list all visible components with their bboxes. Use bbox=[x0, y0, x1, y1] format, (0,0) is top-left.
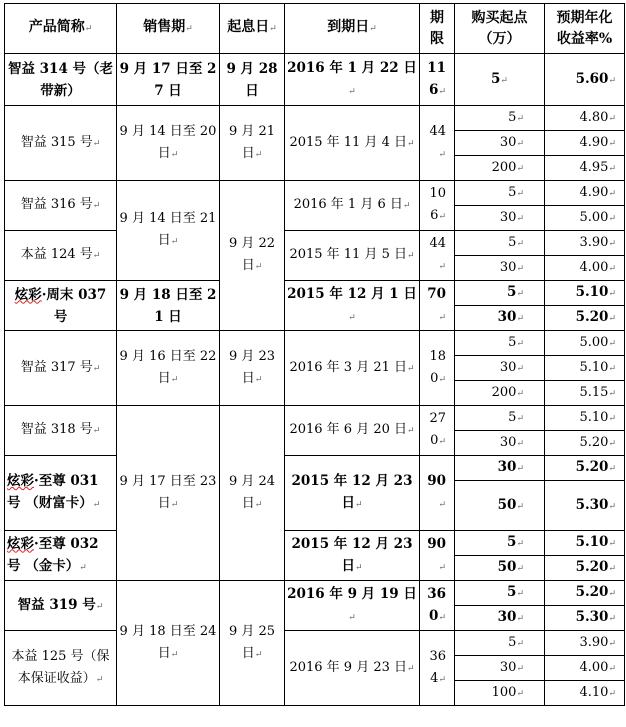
min-amount: 30↵ bbox=[455, 306, 545, 331]
start-date: 9 月 23 日↵ bbox=[220, 331, 285, 406]
min-amount: 30↵ bbox=[455, 256, 545, 281]
min-amount: 30↵ bbox=[455, 131, 545, 156]
yield-rate: 5.10↵ bbox=[545, 281, 625, 306]
min-amount: 200↵ bbox=[455, 156, 545, 181]
end-date: 2015 年 11 月 5 日↵ bbox=[285, 231, 420, 281]
min-amount: 30↵ bbox=[455, 431, 545, 456]
sale-period: 9 月 18 日至 21 日 bbox=[117, 281, 220, 331]
min-amount: 5↵ bbox=[455, 54, 545, 106]
end-date: 2015 年 12 月 23 日↵ bbox=[285, 531, 420, 581]
yield-rate: 5.10↵ bbox=[545, 531, 625, 556]
yield-rate: 5.10↵ bbox=[545, 406, 625, 431]
yield-rate: 3.90↵ bbox=[545, 231, 625, 256]
header-sale: 销售期↵ bbox=[117, 4, 220, 54]
table-row bbox=[5, 331, 625, 356]
term-days: 180↵ bbox=[420, 331, 455, 406]
start-date: 9 月 28 日 bbox=[220, 54, 285, 106]
header-row bbox=[5, 4, 625, 54]
term-days: 106↵ bbox=[420, 181, 455, 231]
yield-rate: 4.80↵ bbox=[545, 106, 625, 131]
table-row bbox=[5, 406, 625, 431]
min-amount: 200↵ bbox=[455, 381, 545, 406]
header-start: 起息日↵ bbox=[220, 4, 285, 54]
end-date: 2016 年 1 月 6 日↵ bbox=[285, 181, 420, 231]
term-days: 90↵ bbox=[420, 456, 455, 531]
product-name: 本益 125 号（保本保证收益）↵ bbox=[5, 631, 117, 706]
min-amount: 5↵ bbox=[455, 581, 545, 606]
table-row bbox=[5, 581, 625, 606]
yield-rate: 5.15↵ bbox=[545, 381, 625, 406]
product-table bbox=[4, 3, 625, 706]
yield-rate: 4.90↵ bbox=[545, 181, 625, 206]
min-amount: 50↵ bbox=[455, 481, 545, 531]
start-date: 9 月 25 日↵ bbox=[220, 581, 285, 706]
end-date: 2016 年 6 月 20 日↵ bbox=[285, 406, 420, 456]
sale-period: 9 月 17 日至 23 日↵ bbox=[117, 406, 220, 581]
sale-period: 9 月 17 日至 27 日 bbox=[117, 54, 220, 106]
min-amount: 30↵ bbox=[455, 456, 545, 481]
yield-rate: 5.20↵ bbox=[545, 581, 625, 606]
product-name: 炫彩·至尊 031 号 （财富卡）↵ bbox=[5, 456, 117, 531]
product-name: 智益 316 号↵ bbox=[5, 181, 117, 231]
term-days: 44↵ bbox=[420, 106, 455, 181]
table-row bbox=[5, 531, 625, 556]
term-days: 44↵ bbox=[420, 231, 455, 281]
start-date: 9 月 21 日↵ bbox=[220, 106, 285, 181]
header-end: 到期日↵ bbox=[285, 4, 420, 54]
yield-rate: 5.20↵ bbox=[545, 306, 625, 331]
end-date: 2015 年 12 月 1 日↵ bbox=[285, 281, 420, 331]
term-days: 90↵ bbox=[420, 531, 455, 581]
product-name: 炫彩·至尊 032 号 （金卡）↵ bbox=[5, 531, 117, 581]
min-amount: 30↵ bbox=[455, 656, 545, 681]
sale-period: 9 月 14 日至 20 日↵ bbox=[117, 106, 220, 181]
min-amount: 30↵ bbox=[455, 206, 545, 231]
product-name: 智益 318 号↵ bbox=[5, 406, 117, 456]
yield-rate: 5.60↵ bbox=[545, 54, 625, 106]
header-name: 产品简称↵ bbox=[5, 4, 117, 54]
term-days: 360↵ bbox=[420, 581, 455, 631]
sale-period: 9 月 18 日至 24 日↵ bbox=[117, 581, 220, 706]
yield-rate: 5.00↵ bbox=[545, 206, 625, 231]
min-amount: 5↵ bbox=[455, 181, 545, 206]
header-term: 期 限 bbox=[420, 4, 455, 54]
term-days: 364↵ bbox=[420, 631, 455, 706]
yield-rate: 4.90↵ bbox=[545, 131, 625, 156]
sale-period: 9 月 14 日至 21 日↵ bbox=[117, 181, 220, 281]
min-amount: 50↵ bbox=[455, 556, 545, 581]
product-name: 智益 317 号↵ bbox=[5, 331, 117, 406]
end-date: 2016 年 3 月 21 日↵ bbox=[285, 331, 420, 406]
yield-rate: 4.10↵ bbox=[545, 681, 625, 706]
term-days: 270↵ bbox=[420, 406, 455, 456]
yield-rate: 5.30↵ bbox=[545, 606, 625, 631]
min-amount: 5↵ bbox=[455, 281, 545, 306]
table-row bbox=[5, 456, 625, 481]
min-amount: 5↵ bbox=[455, 231, 545, 256]
table-row bbox=[5, 631, 625, 656]
yield-rate: 5.10↵ bbox=[545, 356, 625, 381]
table-row bbox=[5, 181, 625, 206]
end-date: 2015 年 11 月 4 日↵ bbox=[285, 106, 420, 181]
sale-period: 9 月 16 日至 22 日↵ bbox=[117, 331, 220, 406]
min-amount: 5↵ bbox=[455, 531, 545, 556]
min-amount: 5↵ bbox=[455, 631, 545, 656]
table-row bbox=[5, 281, 625, 306]
min-amount: 5↵ bbox=[455, 106, 545, 131]
min-amount: 100↵ bbox=[455, 681, 545, 706]
min-amount: 5↵ bbox=[455, 406, 545, 431]
product-name: 本益 124 号↵ bbox=[5, 231, 117, 281]
header-min: 购买起点 （万） bbox=[455, 4, 545, 54]
product-name: 智益 314 号（老带新） bbox=[5, 54, 117, 106]
min-amount: 5↵ bbox=[455, 331, 545, 356]
table-row bbox=[5, 54, 625, 106]
header-rate: 预期年化 收益率% bbox=[545, 4, 625, 54]
min-amount: 30↵ bbox=[455, 356, 545, 381]
end-date: 2016 年 9 月 19 日↵ bbox=[285, 581, 420, 631]
yield-rate: 3.90↵ bbox=[545, 631, 625, 656]
yield-rate: 5.20↵ bbox=[545, 456, 625, 481]
yield-rate: 5.20↵ bbox=[545, 431, 625, 456]
end-date: 2016 年 9 月 23 日↵ bbox=[285, 631, 420, 706]
product-name: 炫彩·周末 037 号 bbox=[5, 281, 117, 331]
product-name: 智益 315 号↵ bbox=[5, 106, 117, 181]
table-row bbox=[5, 231, 625, 256]
start-date: 9 月 22 日↵ bbox=[220, 181, 285, 331]
yield-rate: 5.30↵ bbox=[545, 481, 625, 531]
product-name: 智益 319 号↵ bbox=[5, 581, 117, 631]
start-date: 9 月 24 日↵ bbox=[220, 406, 285, 581]
yield-rate: 4.00↵ bbox=[545, 256, 625, 281]
min-amount: 30↵ bbox=[455, 606, 545, 631]
term-days: 116↵ bbox=[420, 54, 455, 106]
end-date: 2015 年 12 月 23 日↵ bbox=[285, 456, 420, 531]
yield-rate: 5.20↵ bbox=[545, 556, 625, 581]
table-row bbox=[5, 106, 625, 131]
yield-rate: 4.95↵ bbox=[545, 156, 625, 181]
yield-rate: 4.00↵ bbox=[545, 656, 625, 681]
term-days: 70↵ bbox=[420, 281, 455, 331]
end-date: 2016 年 1 月 22 日↵ bbox=[285, 54, 420, 106]
yield-rate: 5.00↵ bbox=[545, 331, 625, 356]
